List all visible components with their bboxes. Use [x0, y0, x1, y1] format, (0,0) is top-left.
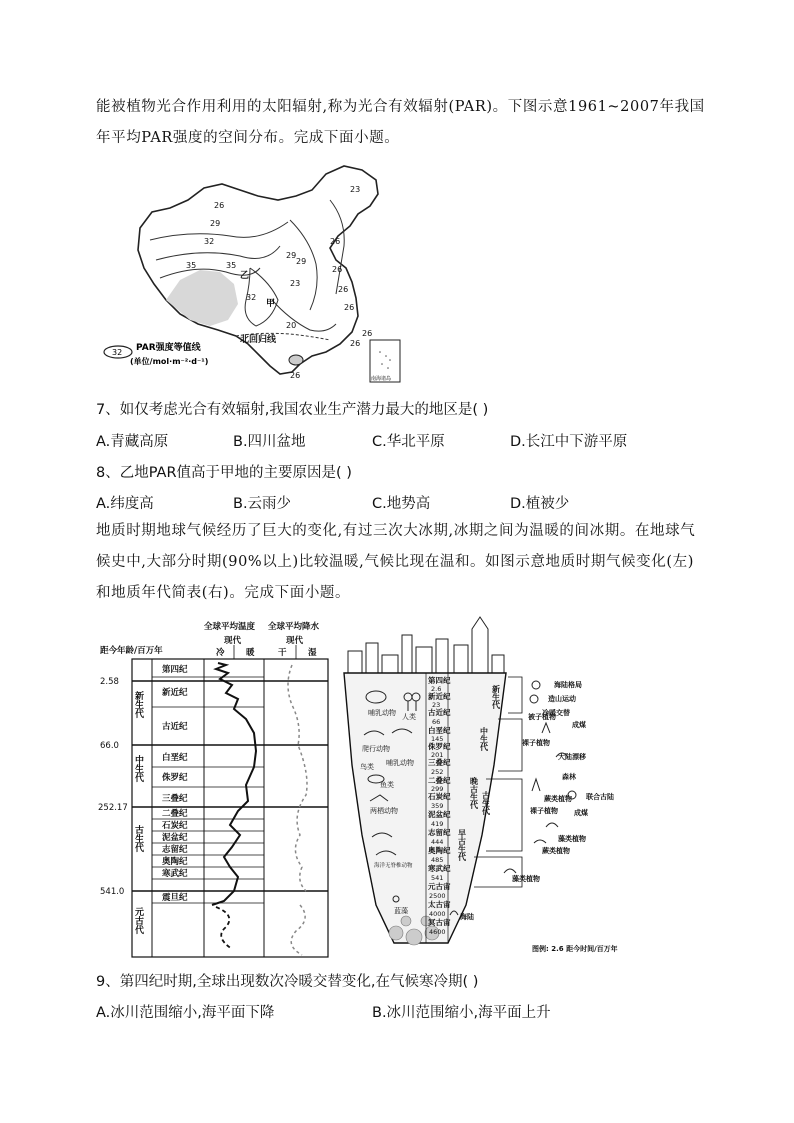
event-label: 冷暖交替 — [542, 709, 570, 717]
contour-label: 26 — [214, 201, 225, 210]
contour-label: 23 — [290, 279, 301, 288]
period-label: 三叠纪 — [162, 794, 188, 804]
contour-label: 29 — [296, 257, 307, 266]
plateau-shading — [166, 270, 238, 326]
q8-option-b[interactable]: B.云雨少 — [233, 496, 292, 512]
era-label: 中生代 — [479, 727, 489, 751]
age-number: 485 — [431, 856, 444, 864]
place-label-jia: 甲 — [266, 299, 276, 309]
label-warm: 暖 — [246, 648, 255, 658]
sub-now-precip: 现代 — [286, 636, 304, 646]
age-number: 299 — [431, 785, 444, 793]
period-label: 二叠纪 — [162, 809, 188, 819]
temperature-curve-proterozoic — [216, 907, 232, 949]
era-label: 新生代 — [133, 691, 143, 718]
age-number: 444 — [431, 838, 444, 846]
contour-label: 26 — [350, 339, 361, 348]
age-number: 4600 — [429, 928, 446, 936]
organism-label: 蓝藻 — [394, 907, 408, 915]
climate-change-figure — [96, 615, 336, 960]
layer-label: 冥古宙 — [428, 918, 451, 927]
era-label: 古生代 — [133, 825, 143, 852]
event-label: 造山运动 — [548, 695, 576, 703]
header-temp: 全球平均温度 — [204, 622, 256, 632]
period-label: 古近纪 — [162, 722, 188, 732]
layer-label: 古近纪 — [428, 708, 451, 717]
label-dry: 干 — [278, 648, 287, 658]
figure-legend: 图例: 2.6 距今时间/百万年 — [532, 945, 618, 953]
header-precip: 全球平均降水 — [268, 622, 320, 632]
contour-label: 35 — [186, 261, 197, 270]
period-label: 志留纪 — [162, 845, 188, 855]
layer-label: 二叠纪 — [428, 776, 451, 785]
q7-option-a[interactable]: A.青藏高原 — [96, 434, 169, 450]
q9-option-b[interactable]: B.冰川范围缩小,海平面上升 — [372, 1005, 551, 1021]
event-label: 森林 — [562, 773, 576, 781]
age-number: 252 — [431, 768, 444, 776]
event-label: 联合古陆 — [586, 793, 614, 801]
age-number: 2500 — [429, 892, 446, 900]
question-8: 8、乙地PAR值高于甲地的主要原因是( ) — [96, 465, 352, 481]
intro-paragraph-climate: 地质时期地球气候经历了巨大的变化,有过三次大冰期,冰期之间为温暖的间冰期。在地球气候史中,大部分时期(90%以上)比较温暖,气候比现在温和。如图示意地质时期气候变化(左)和地质年代简表(右)。完成下面小题。 — [96, 523, 696, 601]
par-map-figure — [100, 160, 410, 390]
era-label: 古生代 — [481, 791, 491, 815]
event-label: 成煤 — [572, 721, 586, 729]
event-label: 海陆格局 — [554, 681, 582, 689]
axis-title: 距今年龄/百万年 — [100, 646, 163, 656]
organism-label: 爬行动物 — [362, 745, 390, 753]
era-label: 晚古生代 — [469, 777, 479, 809]
q8-option-c[interactable]: C.地势高 — [372, 496, 431, 512]
layer-label: 寒武纪 — [428, 864, 451, 873]
hainan-island — [289, 355, 303, 365]
contour-line — [272, 300, 336, 331]
contour-label: 26 — [290, 371, 301, 380]
era-label: 元古代 — [133, 907, 143, 934]
layer-label: 太古宙 — [428, 900, 451, 909]
age-number: 2.6 — [431, 685, 442, 693]
layer-label: 元古宙 — [428, 882, 451, 891]
par-map-svg — [100, 160, 410, 390]
organism-label: 海洋无脊椎动物 — [374, 863, 413, 869]
geologic-timetable-figure — [336, 615, 698, 960]
age-number: 419 — [431, 820, 444, 828]
legend-title: PAR强度等值线 — [136, 343, 201, 353]
organism-label: 人类 — [402, 713, 416, 721]
period-label: 白垩纪 — [162, 753, 188, 763]
temperature-curve — [212, 663, 256, 905]
organism-label: 两栖动物 — [370, 807, 398, 815]
table-frame — [132, 659, 328, 957]
age-label: 2.58 — [100, 677, 119, 687]
age-number: 359 — [431, 802, 444, 810]
age-number: 201 — [431, 751, 444, 759]
contour-label: 29 — [210, 219, 221, 228]
place-label-yi: 乙 — [240, 271, 250, 281]
legend-value: 32 — [112, 348, 123, 357]
event-label: 蕨类植物 — [542, 847, 570, 855]
legend-unit: (单位/mol·m⁻²·d⁻¹) — [130, 357, 209, 366]
period-label: 石炭纪 — [162, 821, 188, 831]
organism-label: 鱼类 — [380, 781, 394, 789]
event-label: 海陆 — [460, 913, 474, 921]
q7-option-b[interactable]: B.四川盆地 — [233, 434, 306, 450]
layer-label: 石炭纪 — [428, 792, 451, 801]
q8-option-a[interactable]: A.纬度高 — [96, 496, 154, 512]
age-number: 541 — [431, 874, 444, 882]
question-9: 9、第四纪时期,全球出现数次冷暖交替变化,在气候寒冷期( ) — [96, 974, 479, 990]
period-label: 震旦纪 — [162, 893, 188, 903]
period-label: 侏罗纪 — [162, 773, 188, 783]
age-label: 252.17 — [98, 803, 128, 813]
layer-label: 新近纪 — [428, 692, 451, 701]
layer-label: 侏罗纪 — [428, 742, 451, 751]
contour-label: 29 — [286, 251, 297, 260]
intro-paragraph-par: 能被植物光合作用利用的太阳辐射,称为光合有效辐射(PAR)。下图示意1961~2007年我国年平均PAR强度的空间分布。完成下面小题。 — [96, 99, 705, 146]
event-label: 裸子植物 — [522, 739, 550, 747]
layer-label: 奥陶纪 — [428, 846, 451, 855]
event-label: 藻类植物 — [558, 835, 586, 843]
contour-label: 32 — [204, 237, 215, 246]
layer-label: 第四纪 — [428, 676, 451, 685]
climate-change-svg — [96, 615, 336, 960]
age-number: 145 — [431, 735, 444, 743]
era-label: 早古生代 — [457, 829, 467, 861]
geologic-timetable-svg — [336, 615, 698, 960]
layer-label: 泥盆纪 — [428, 810, 451, 819]
era-label: 中生代 — [133, 755, 143, 782]
age-label: 541.0 — [100, 887, 125, 897]
contour-label: 26 — [362, 329, 373, 338]
contour-label: 26 — [338, 285, 349, 294]
sub-now-temp: 现代 — [224, 636, 242, 646]
contour-label: 26 — [344, 303, 355, 312]
period-label: 泥盆纪 — [162, 833, 188, 843]
q7-option-c[interactable]: C.华北平原 — [372, 434, 445, 450]
period-label: 第四纪 — [162, 665, 188, 675]
contour-label: 32 — [246, 293, 257, 302]
event-label: 蕨类植物 — [544, 795, 572, 803]
inset-label: 南海诸岛 — [371, 376, 392, 382]
period-label: 寒武纪 — [162, 869, 188, 879]
layer-label: 志留纪 — [428, 828, 451, 837]
age-label: 66.0 — [100, 741, 119, 751]
question-7: 7、如仅考虑光合有效辐射,我国农业生产潜力最大的地区是( ) — [96, 402, 489, 418]
label-wet: 湿 — [308, 648, 317, 658]
precipitation-curve-proterozoic — [291, 905, 305, 955]
event-label: 藻类植物 — [512, 875, 540, 883]
layer-label: 三叠纪 — [428, 758, 451, 767]
event-label: 裸子植物 — [530, 807, 558, 815]
event-label: 被子植物 — [528, 713, 556, 721]
organism-label: 鸟类 — [360, 763, 374, 771]
contour-label: 23 — [350, 185, 361, 194]
q7-option-d[interactable]: D.长江中下游平原 — [510, 434, 628, 450]
event-label: 成煤 — [574, 809, 588, 817]
period-label: 奥陶纪 — [162, 857, 188, 867]
period-label: 新近纪 — [162, 688, 188, 698]
contour-label: 35 — [226, 261, 237, 270]
q9-option-a[interactable]: A.冰川范围缩小,海平面下降 — [96, 1005, 275, 1021]
age-number: 4000 — [429, 910, 446, 918]
contour-label: 26 — [332, 265, 343, 274]
age-number: 66 — [432, 718, 441, 726]
precipitation-curve — [288, 665, 307, 891]
contour-label: 20 — [286, 321, 297, 330]
contour-label: 26 — [330, 237, 341, 246]
organism-label: 哺乳动物 — [368, 709, 396, 717]
q8-option-d[interactable]: D.植被少 — [510, 496, 570, 512]
label-cold: 冷 — [216, 648, 225, 658]
contour-line — [330, 200, 344, 294]
era-label: 新生代 — [491, 685, 501, 709]
place-label-tropic: 北回归线 — [240, 335, 277, 345]
city-skyline-illustration — [348, 617, 504, 673]
organism-label: 哺乳动物 — [386, 759, 414, 767]
age-number: 23 — [432, 701, 441, 709]
contour-line — [156, 246, 280, 260]
event-label: 大陆漂移 — [558, 753, 586, 761]
layer-label: 白垩纪 — [428, 726, 451, 735]
